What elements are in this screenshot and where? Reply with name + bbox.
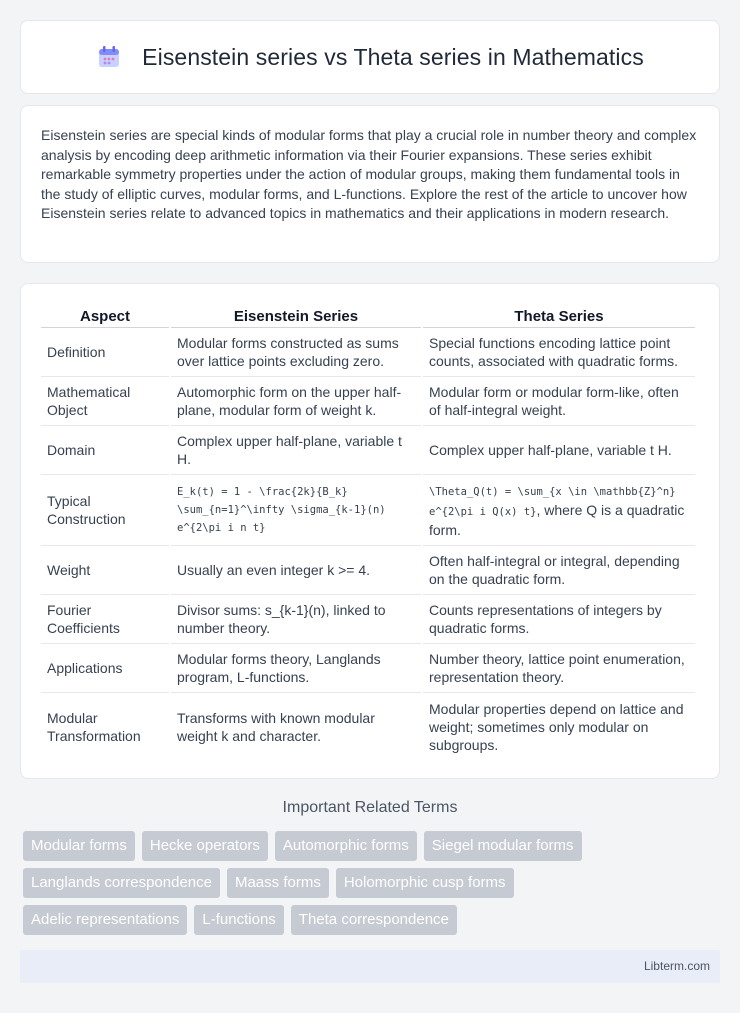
intro-text: Eisenstein series are special kinds of modular forms that play a crucial role in number theory and complex analysis by encoding deep arithmetic information via their Fourier expansions. These series exhibit remarkable symmetry properties under the action of modular groups, making them fundamental tools in the study of elliptic curves, modular forms, and L-functions. Explore the rest of the article to uncover how Eisenstein series relate to advanced topics in mathematics and their applications in modern research. <box>41 127 697 221</box>
cell-aspect: Typical Construction <box>41 475 169 546</box>
theta-formula: \Theta_Q(t) = \sum_{x \in \mathbb{Z}^n} e^{2\pi i Q(x) t} <box>429 486 676 518</box>
footer <box>20 950 720 983</box>
tag-link[interactable]: Theta correspondence <box>291 905 457 935</box>
tag-row <box>23 831 723 861</box>
cell-aspect: Modular Transformation <box>47 709 141 744</box>
cell-eisenstein: Usually an even integer k >= 4. <box>171 546 421 595</box>
tag-link[interactable]: Siegel modular forms <box>424 831 582 861</box>
related-terms-title: Important Related Terms <box>282 799 458 816</box>
header-eisenstein: Eisenstein Series <box>171 304 421 328</box>
tag-link[interactable]: Holomorphic cusp forms <box>336 868 514 898</box>
tag-link[interactable]: Langlands correspondence <box>23 868 220 898</box>
cell-theta: Often half-integral or integral, depending on the quadratic form. <box>423 546 695 595</box>
table-row <box>41 546 695 595</box>
header-theta: Theta Series <box>423 304 695 328</box>
cell-aspect: Domain <box>41 426 169 475</box>
tag-link[interactable]: Automorphic forms <box>275 831 417 861</box>
comparison-table <box>39 304 697 760</box>
cell-theta: Number theory, lattice point enumeration, representation theory. <box>423 644 695 693</box>
tag-link[interactable]: L-functions <box>194 905 283 935</box>
table-row <box>41 328 695 377</box>
cell-eisenstein: Modular forms theory, Langlands program, L-functions. <box>171 644 421 693</box>
tag-link[interactable]: Adelic representations <box>23 905 187 935</box>
title-card <box>20 20 720 94</box>
cell-eisenstein: Complex upper half-plane, variable t H. <box>171 426 421 475</box>
table-row <box>41 595 695 644</box>
tag-row <box>23 868 723 898</box>
cell-eisenstein: Divisor sums: s_{k-1}(n), linked to number theory. <box>171 595 421 644</box>
theta-formula-note: , where Q is a quadratic form. <box>429 502 685 538</box>
intro-card <box>20 105 720 263</box>
page-title: Eisenstein series vs Theta series in Mathematics <box>142 43 644 70</box>
cell-eisenstein: Modular forms constructed as sums over lattice points excluding zero. <box>171 328 421 377</box>
calendar-icon <box>96 44 122 70</box>
cell-aspect: Fourier Coefficients <box>41 595 169 644</box>
table-header-row <box>41 304 695 328</box>
cell-theta-construction <box>423 475 695 546</box>
cell-eisenstein-formula: E_k(t) = 1 - \frac{2k}{B_k} \sum_{n=1}^\infty \sigma_{k-1}(n) e^{2\pi i n t} <box>171 475 421 546</box>
table-row <box>41 426 695 475</box>
footer-brand-link[interactable]: Libterm.com <box>643 959 710 973</box>
cell-theta: Counts representations of integers by quadratic forms. <box>423 595 695 644</box>
cell-theta: Special functions encoding lattice point counts, associated with quadratic forms. <box>423 328 695 377</box>
comparison-table-card <box>20 283 720 779</box>
tag-row <box>23 905 723 935</box>
cell-eisenstein: Automorphic form on the upper half-plane, modular form of weight k. <box>171 377 421 426</box>
table-row <box>41 693 695 760</box>
header-aspect: Aspect <box>41 304 169 328</box>
table-row <box>41 377 695 426</box>
cell-theta: Modular properties depend on lattice and weight; sometimes only modular on subgroups. <box>429 700 684 753</box>
table-row <box>41 644 695 693</box>
tag-link[interactable]: Maass forms <box>227 868 329 898</box>
related-terms-tags <box>23 831 723 942</box>
cell-aspect: Applications <box>41 644 169 693</box>
cell-aspect: Definition <box>41 328 169 377</box>
tag-link[interactable]: Modular forms <box>23 831 135 861</box>
cell-aspect: Weight <box>41 546 169 595</box>
cell-eisenstein: Transforms with known modular weight k and character. <box>177 709 375 744</box>
cell-aspect: Mathematical Object <box>41 377 169 426</box>
table-row <box>41 475 695 546</box>
cell-theta: Complex upper half-plane, variable t H. <box>423 426 695 475</box>
cell-theta: Modular form or modular form-like, often of half-integral weight. <box>423 377 695 426</box>
tag-link[interactable]: Hecke operators <box>142 831 268 861</box>
